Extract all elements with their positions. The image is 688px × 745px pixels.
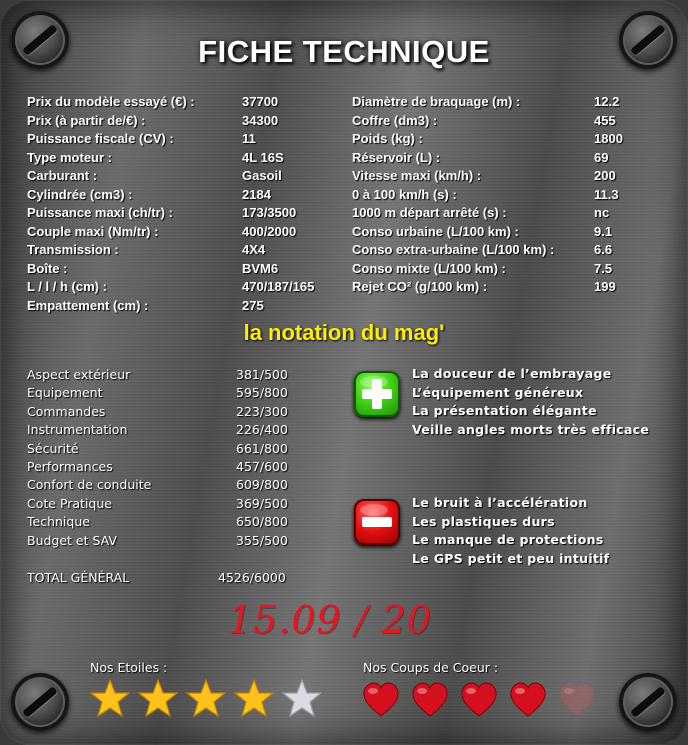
spec-value: 173/3500 bbox=[242, 205, 297, 220]
heart-icon bbox=[460, 682, 498, 722]
spec-label: Réservoir (L) : bbox=[352, 149, 441, 165]
hearts-label: Nos Coups de Coeur : bbox=[363, 660, 499, 675]
spec-value: 11 bbox=[242, 131, 256, 146]
spec-label: Transmission : bbox=[27, 242, 119, 257]
rating-value: 595/800 bbox=[236, 385, 288, 401]
plus-point: L’équipement généreux bbox=[412, 384, 584, 400]
spec-value: 275 bbox=[242, 297, 264, 313]
star-icon bbox=[234, 678, 274, 722]
spec-label: Carburant : bbox=[27, 168, 98, 183]
plus-point: La douceur de l’embrayage bbox=[412, 366, 612, 381]
minus-point: Le GPS petit et peu intuitif bbox=[412, 550, 610, 566]
spec-value: 199 bbox=[594, 279, 616, 294]
spec-label: L / l / h (cm) : bbox=[27, 279, 107, 294]
plus-point: Veille angles morts très efficace bbox=[412, 421, 650, 437]
rating-value: 661/800 bbox=[236, 440, 288, 456]
star-icon bbox=[138, 678, 178, 722]
plus-point: La présentation élégante bbox=[412, 403, 597, 418]
spec-label: 1000 m départ arrêté (s) : bbox=[352, 205, 507, 220]
spec-value: Gasoil bbox=[242, 168, 282, 183]
spec-label: Prix du modèle essayé (€) : bbox=[27, 94, 195, 109]
spec-value: 34300 bbox=[242, 112, 279, 128]
spec-label: Empattement (cm) : bbox=[27, 297, 149, 313]
minus-icon bbox=[354, 499, 400, 545]
stars-label: Nos Etoiles : bbox=[90, 660, 168, 675]
spec-value: 9.1 bbox=[594, 223, 613, 239]
rating-label: Budget et SAV bbox=[27, 532, 117, 548]
rating-value: 369/500 bbox=[236, 495, 288, 511]
spec-label: Coffre (dm3) : bbox=[352, 112, 438, 128]
spec-label: Poids (kg) : bbox=[352, 131, 423, 146]
rating-label: Commandes bbox=[27, 403, 106, 419]
rating-label: Aspect extérieur bbox=[27, 367, 131, 382]
spec-value: 4X4 bbox=[242, 242, 266, 257]
spec-label: Diamètre de braquage (m) : bbox=[352, 94, 521, 109]
rating-label: Equipement bbox=[27, 385, 103, 401]
spec-label: Boîte : bbox=[27, 260, 68, 276]
spec-label: Conso urbaine (L/100 km) : bbox=[352, 223, 519, 239]
spec-label: Rejet CO² (g/100 km) : bbox=[352, 279, 488, 294]
spec-label: Couple maxi (Nm/tr) : bbox=[27, 223, 159, 239]
rating-label: Sécurité bbox=[27, 440, 79, 456]
plus-icon bbox=[354, 371, 400, 417]
rating-title: la notation du mag' bbox=[243, 320, 445, 345]
rating-value: 355/500 bbox=[236, 532, 288, 548]
spec-value: 4L 16S bbox=[242, 149, 284, 165]
screw-icon bbox=[619, 673, 677, 731]
page-title: FICHE TECHNIQUE bbox=[198, 34, 490, 69]
minus-point: Les plastiques durs bbox=[412, 513, 555, 529]
spec-label: Type moteur : bbox=[27, 149, 112, 165]
spec-value: 12.2 bbox=[594, 94, 620, 109]
minus-point: Le bruit à l’accélération bbox=[412, 495, 588, 510]
rating-label: Confort de conduite bbox=[27, 477, 152, 493]
rating-value: 609/800 bbox=[236, 477, 288, 493]
spec-value: 455 bbox=[594, 112, 616, 128]
spec-label: Vitesse maxi (km/h) : bbox=[352, 168, 482, 183]
spec-value: 11.3 bbox=[594, 186, 619, 202]
rating-label: Performances bbox=[27, 459, 113, 474]
rating-value: 457/600 bbox=[236, 459, 288, 474]
spec-value: 1800 bbox=[594, 131, 623, 146]
spec-label: 0 à 100 km/h (s) : bbox=[352, 186, 457, 202]
spec-value: nc bbox=[594, 205, 610, 220]
screw-icon bbox=[11, 673, 69, 731]
rating-value: 381/500 bbox=[236, 367, 288, 382]
spec-value: 7.5 bbox=[594, 260, 613, 276]
star-icon bbox=[186, 678, 226, 722]
rating-value: 223/300 bbox=[236, 403, 288, 419]
star-icon bbox=[282, 678, 322, 722]
spec-value: 6.6 bbox=[594, 242, 613, 257]
spec-label: Conso extra-urbaine (L/100 km) : bbox=[352, 242, 555, 257]
spec-label: Conso mixte (L/100 km) : bbox=[352, 260, 506, 276]
spec-value: BVM6 bbox=[242, 260, 279, 276]
rating-value: 226/400 bbox=[236, 422, 288, 438]
heart-icon bbox=[558, 682, 596, 722]
spec-value: 69 bbox=[594, 149, 609, 165]
heart-icon bbox=[362, 682, 400, 722]
total-value: 4526/6000 bbox=[218, 570, 286, 585]
spec-label: Puissance maxi (ch/tr) : bbox=[27, 205, 173, 220]
spec-value: 400/2000 bbox=[242, 223, 297, 239]
score-value: 15.09 / 20 bbox=[227, 598, 433, 642]
spec-value: 470/187/165 bbox=[242, 279, 315, 294]
minus-point: Le manque de protections bbox=[412, 532, 604, 547]
total-label: TOTAL GÉNÉRAL bbox=[27, 570, 130, 585]
rating-label: Cote Pratique bbox=[27, 495, 112, 511]
spec-value: 2184 bbox=[242, 186, 271, 202]
heart-icon bbox=[411, 682, 449, 722]
spec-label: Puissance fiscale (CV) : bbox=[27, 131, 174, 146]
star-icon bbox=[90, 678, 130, 722]
spec-value: 200 bbox=[594, 168, 616, 183]
rating-label: Technique bbox=[27, 514, 90, 530]
heart-icon bbox=[509, 682, 547, 722]
rating-value: 650/800 bbox=[236, 514, 288, 530]
rating-label: Instrumentation bbox=[27, 422, 128, 438]
spec-label: Cylindrée (cm3) : bbox=[27, 186, 133, 202]
spec-label: Prix (à partir de/€) : bbox=[27, 112, 146, 128]
spec-value: 37700 bbox=[242, 94, 279, 109]
